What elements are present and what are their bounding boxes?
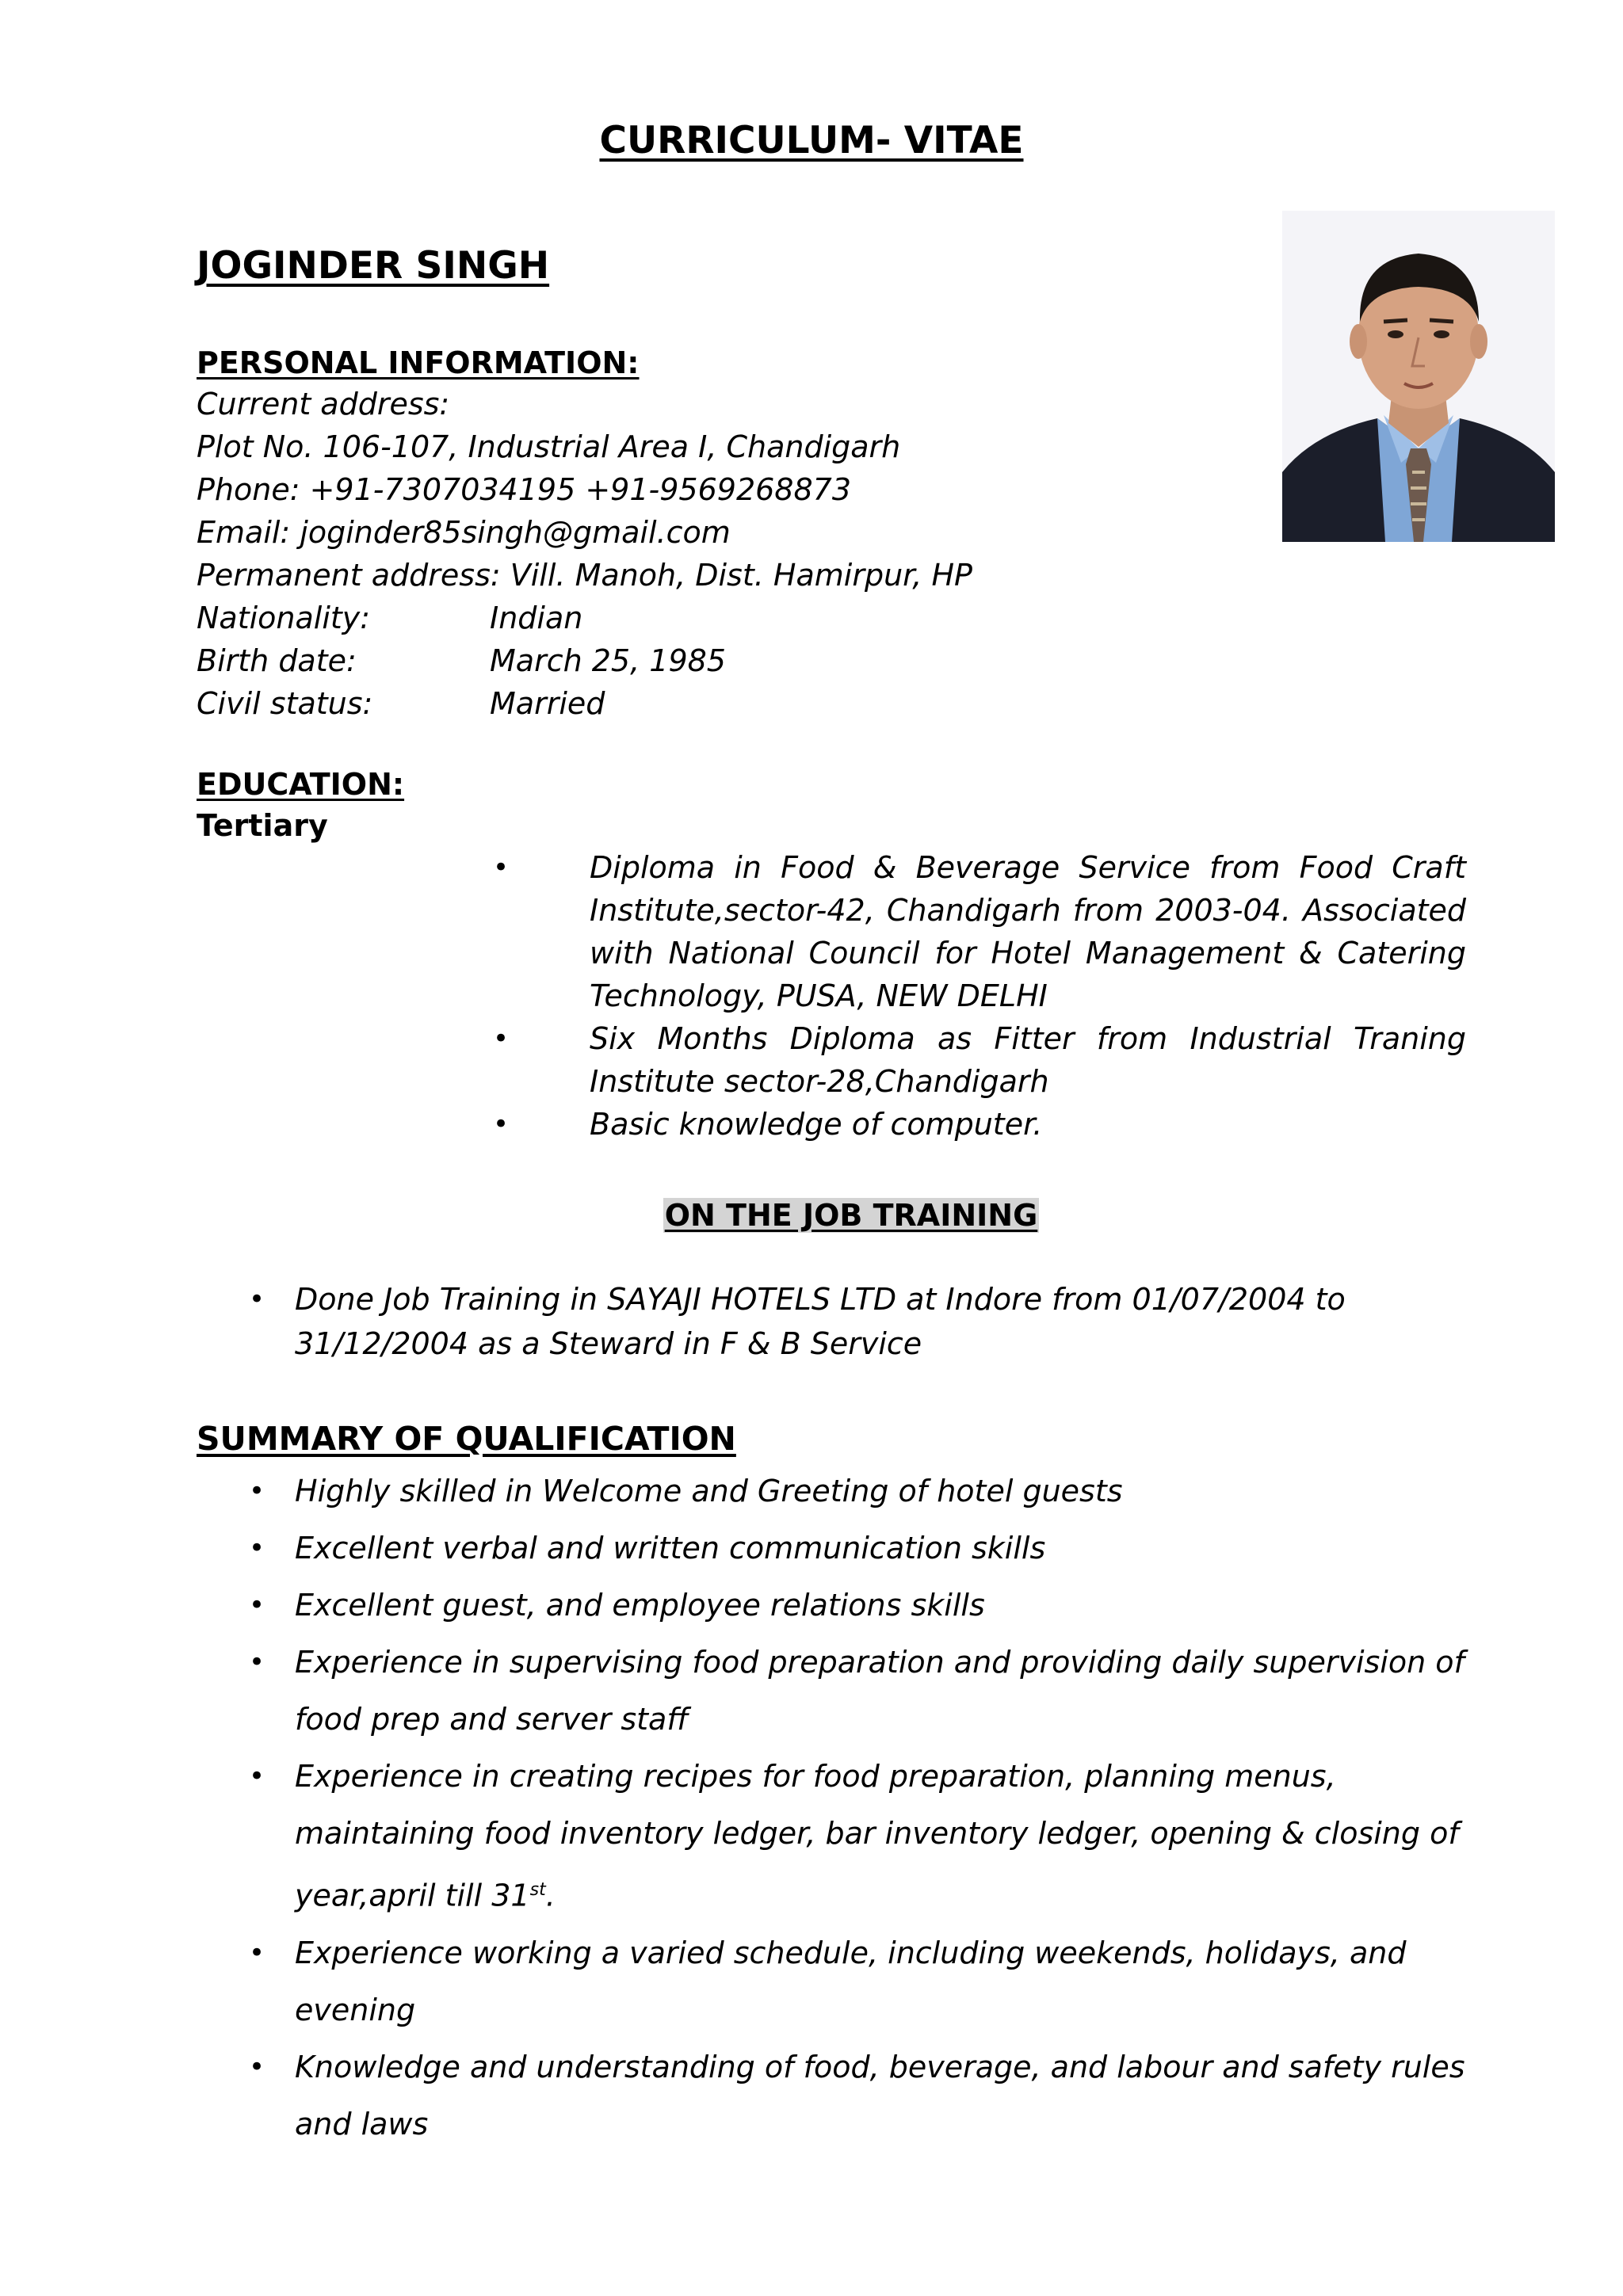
civil-status-row [197,686,605,721]
candidate-name: JOGINDER SINGH [197,244,550,288]
qualification-item: • Knowledge and understanding of food, beverage, and labour and safety rules and laws [246,2039,1482,2153]
birth-date-label: Birth date: [197,643,357,678]
portrait-image [1282,211,1555,542]
nationality-value: Indian [490,601,583,635]
birth-date-row [197,643,726,678]
education-level: Tertiary [197,808,328,843]
bullet-icon: • [249,1646,265,1678]
bullet-icon: • [249,1475,265,1507]
training-list [246,1277,1466,1366]
civil-status-label: Civil status: [197,686,373,721]
bullet-icon: • [249,1760,265,1792]
personal-information-heading: PERSONAL INFORMATION: [197,345,640,380]
education-heading: EDUCATION: [197,767,405,802]
current-address-label: Current address: [197,387,450,421]
current-address: Plot No. 106-107, Industrial Area I, Chandigarh [197,429,901,464]
bullet-icon: • [249,1936,265,1969]
qualification-item: • Experience in creating recipes for food preparation, planning menus, maintaining food inventory ledger, bar inventory ledger, opening & closing of year,april till 31st. [246,1748,1482,1924]
document-title: CURRICULUM- VITAE [599,119,1024,162]
superscript-trail: . [545,1878,556,1913]
bullet-icon: • [249,2050,265,2083]
qualification-item: • Experience in supervising food preparation and providing daily supervision of food prep and server staff [246,1634,1482,1748]
education-item: • Diploma in Food & Beverage Service from Food Craft Institute,sector-42, Chandigarh from 2003-04. Associated with National Council for Hotel Management & Catering Technology, PUSA, NEW DELHI [485,846,1466,1017]
education-list [485,846,1466,1146]
bullet-icon: • [249,1283,265,1315]
bullet-icon: • [493,1108,510,1140]
bullet-icon: • [493,852,510,883]
qualification-heading: SUMMARY OF QUALIFICATION [197,1420,736,1458]
qualification-item: • Highly skilled in Welcome and Greeting of hotel guests [246,1463,1482,1520]
qualification-item: • Excellent verbal and written communication skills [246,1520,1482,1577]
education-item: • Six Months Diploma as Fitter from Industrial Traning Institute sector-28,Chandigarh [485,1017,1466,1103]
bullet-icon: • [249,1589,265,1621]
education-item: • Basic knowledge of computer. [485,1103,1466,1146]
nationality-row [197,601,583,635]
permanent-address: Permanent address: Vill. Manoh, Dist. Hamirpur, HP [197,558,972,593]
email-line: Email: joginder85singh@gmail.com [197,515,731,550]
profile-photo [1282,211,1555,542]
qualification-item: • Experience working a varied schedule, including weekends, holidays, and evening [246,1924,1482,2039]
superscript-suffix: st [529,1880,546,1900]
training-item: • Done Job Training in SAYAJI HOTELS LTD at Indore from 01/07/2004 to 31/12/2004 as a Steward in F & B Service [246,1277,1466,1366]
bullet-icon: • [493,1023,510,1055]
birth-date-value: March 25, 1985 [490,643,726,678]
phone-line: Phone: +91-7307034195 +91-9569268873 [197,472,852,507]
qualification-list [246,1463,1482,2153]
bullet-icon: • [249,1532,265,1564]
nationality-label: Nationality: [197,601,371,635]
qualification-item: • Excellent guest, and employee relations skills [246,1577,1482,1634]
civil-status-value: Married [490,686,605,721]
training-heading: ON THE JOB TRAINING [664,1198,1038,1233]
